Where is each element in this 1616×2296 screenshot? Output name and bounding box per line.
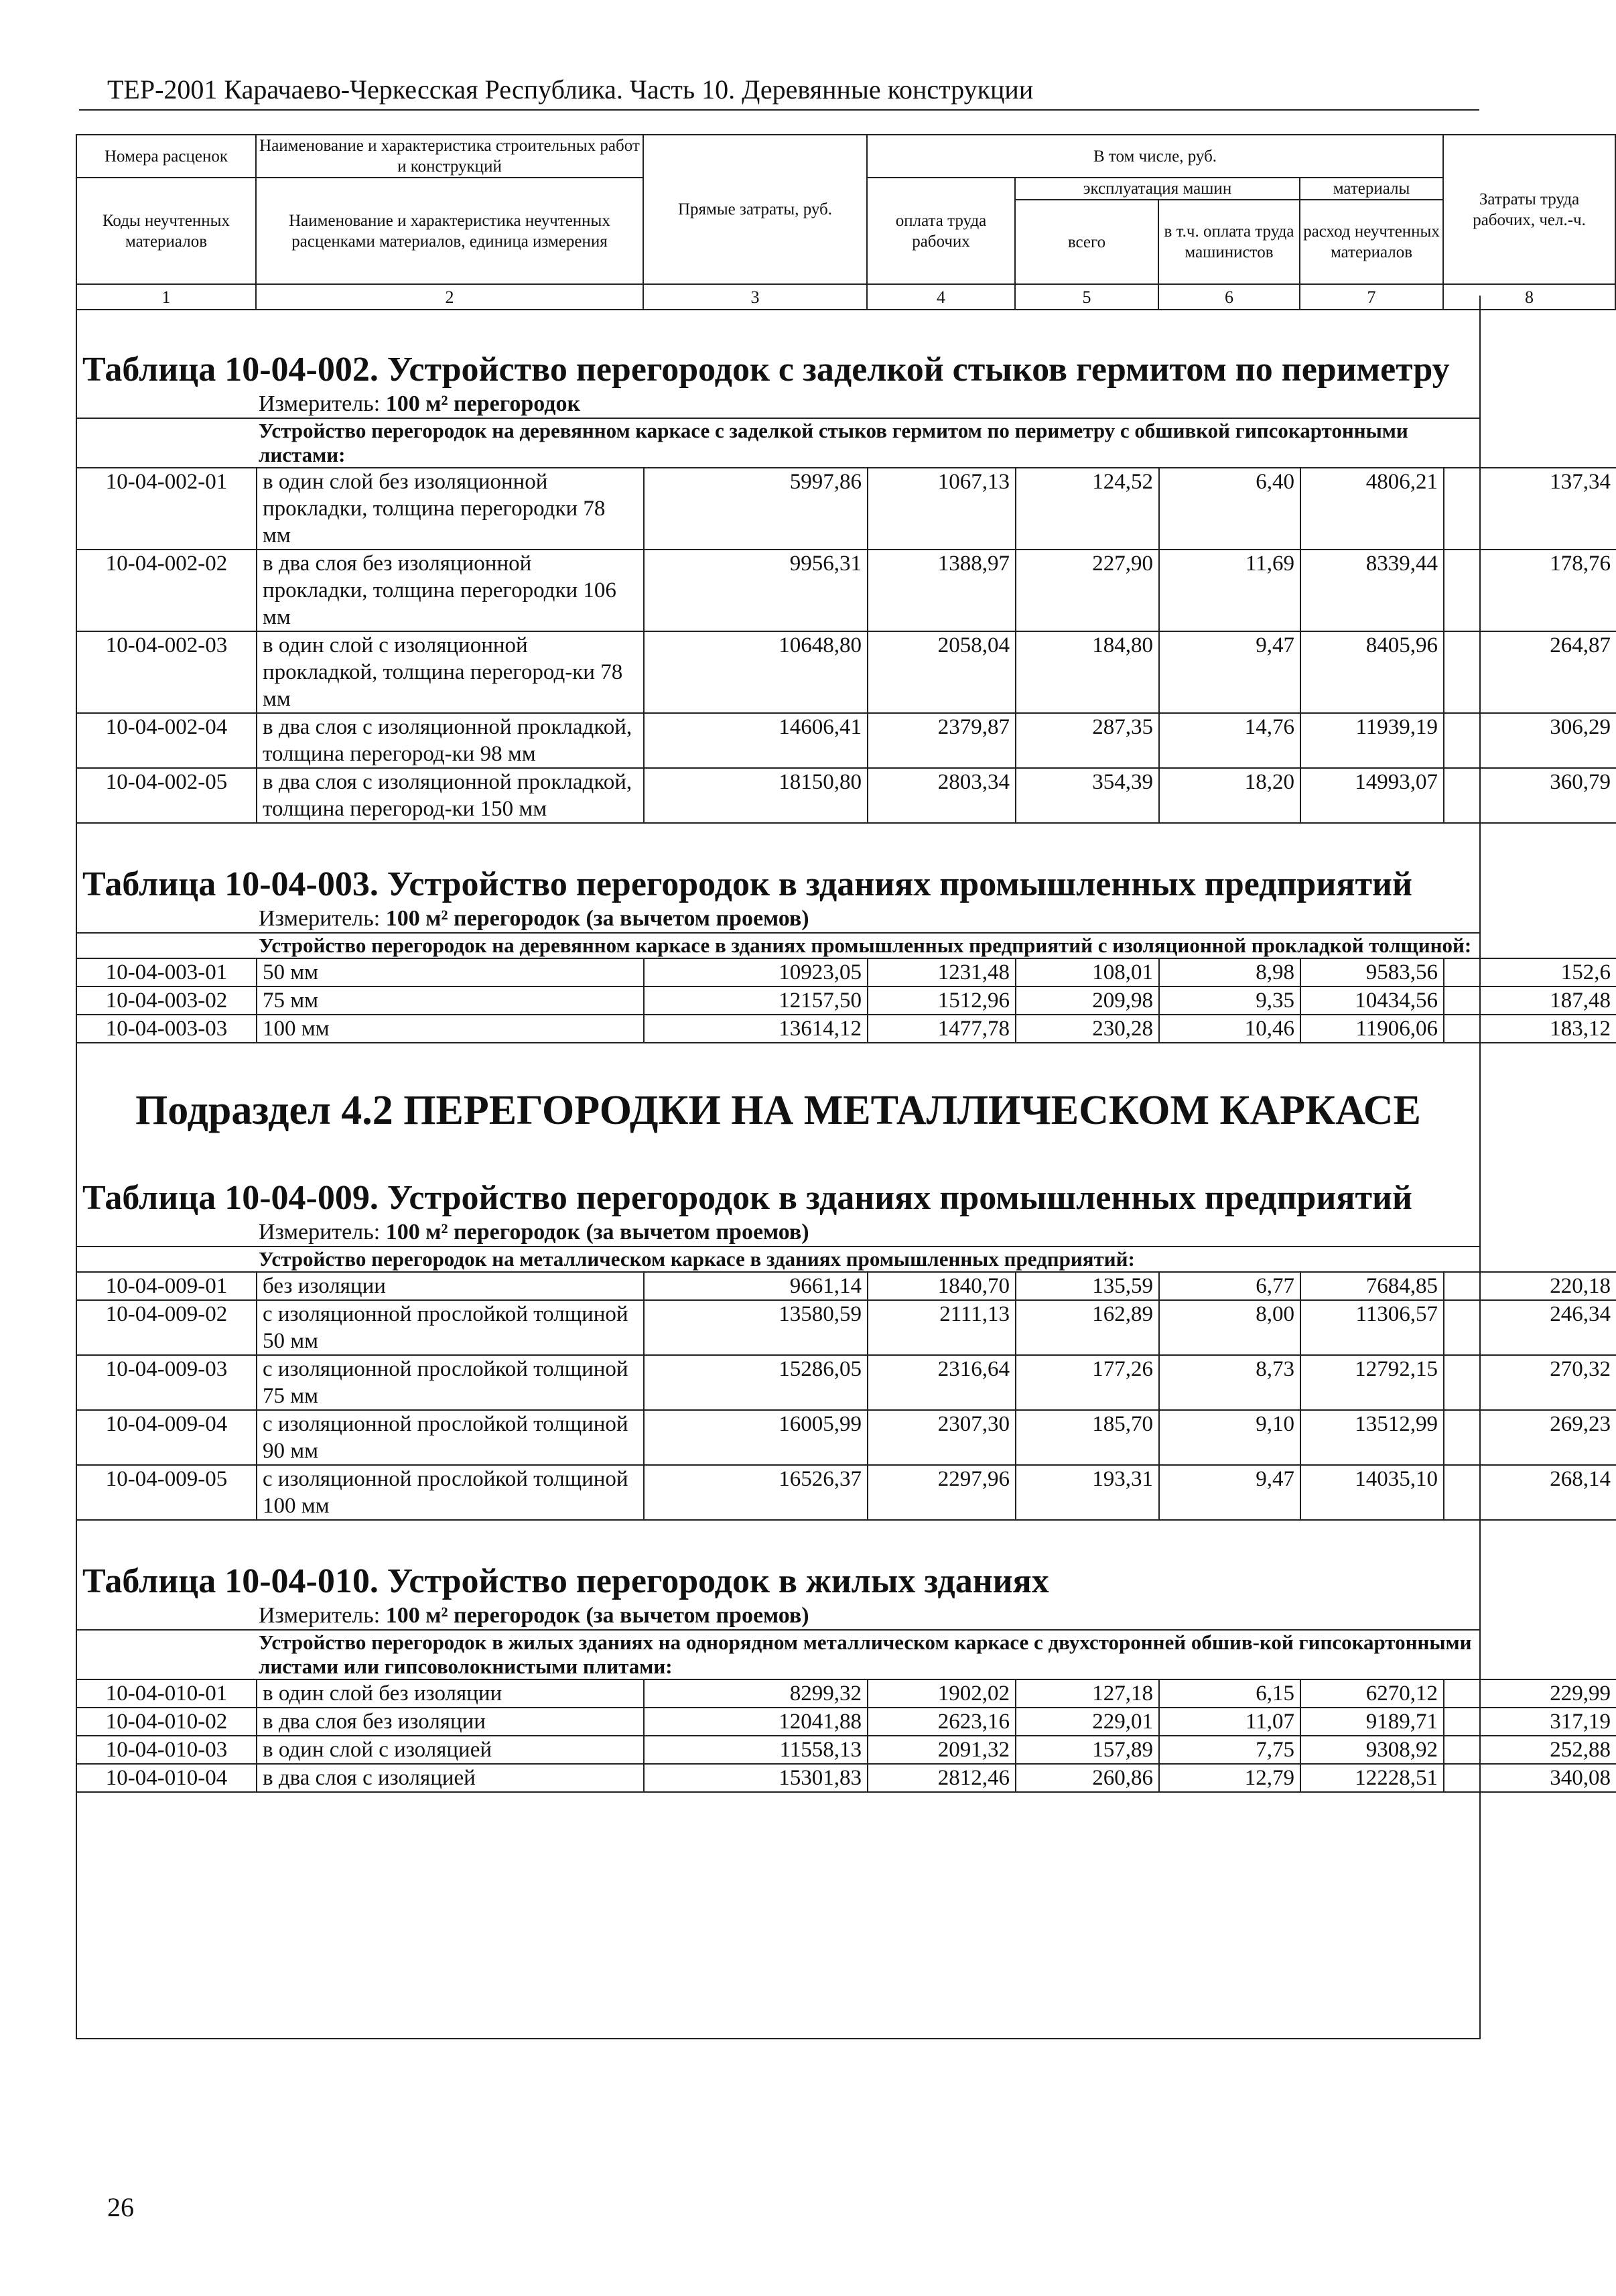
- machinist-pay-cell: 7,75: [1159, 1736, 1300, 1764]
- labor-hours-cell: 152,6: [1444, 958, 1616, 986]
- table-row: [77, 1708, 1616, 1736]
- col-number: 1: [76, 284, 256, 310]
- unit-label: Измеритель:: [259, 391, 381, 416]
- worker-pay-cell: 2058,04: [868, 631, 1016, 713]
- labor-hours-cell: 187,48: [1444, 986, 1616, 1015]
- table-description: Устройство перегородок на деревянном каркасе в зданиях промышленных предприятий с изоляционной прокладкой толщиной:: [77, 932, 1479, 958]
- materials-usage-cell: 12228,51: [1300, 1764, 1444, 1792]
- rate-name-cell: 50 мм: [257, 958, 644, 986]
- worker-pay-cell: 1231,48: [868, 958, 1016, 986]
- rate-name-cell: в один слой с изоляцией: [257, 1736, 644, 1764]
- unit-line: [77, 1602, 1479, 1629]
- materials-usage-cell: 14035,10: [1300, 1465, 1444, 1520]
- labor-hours-cell: 306,29: [1444, 713, 1616, 768]
- col-number: 2: [256, 284, 643, 310]
- rate-name-cell: в два слоя без изоляции: [257, 1708, 644, 1736]
- rate-name-cell: 100 мм: [257, 1015, 644, 1043]
- machines-total-cell: 287,35: [1016, 713, 1159, 768]
- direct-costs-cell: 16005,99: [644, 1410, 868, 1465]
- rate-name-cell: в два слоя с изоляцией: [257, 1764, 644, 1792]
- rate-code-cell: 10-04-002-04: [77, 713, 257, 768]
- col-header-name-top: Наименование и характеристика строительных работ и конструкций: [256, 135, 643, 178]
- col-number: 6: [1158, 284, 1300, 310]
- unit-value: 100 м² перегородок (за вычетом проемов): [385, 1220, 809, 1245]
- materials-usage-cell: 8339,44: [1300, 550, 1444, 631]
- labor-hours-cell: 137,34: [1444, 468, 1616, 550]
- worker-pay-cell: 1477,78: [868, 1015, 1016, 1043]
- table-row: [77, 1764, 1616, 1792]
- rate-code-cell: 10-04-002-03: [77, 631, 257, 713]
- materials-usage-cell: 12792,15: [1300, 1355, 1444, 1410]
- machines-total-cell: 157,89: [1016, 1736, 1159, 1764]
- labor-hours-cell: 340,08: [1444, 1764, 1616, 1792]
- worker-pay-cell: 1902,02: [868, 1679, 1016, 1708]
- page-number: 26: [107, 2192, 134, 2222]
- rates-table: [77, 467, 1616, 824]
- labor-hours-cell: 246,34: [1444, 1300, 1616, 1355]
- direct-costs-cell: 12157,50: [644, 986, 868, 1015]
- worker-pay-cell: 2812,46: [868, 1764, 1016, 1792]
- rates-table: [77, 958, 1616, 1043]
- direct-costs-cell: 12041,88: [644, 1708, 868, 1736]
- direct-costs-cell: 13614,12: [644, 1015, 868, 1043]
- materials-usage-cell: 11306,57: [1300, 1300, 1444, 1355]
- machines-total-cell: 227,90: [1016, 550, 1159, 631]
- table-row: [77, 713, 1616, 768]
- machines-total-cell: 184,80: [1016, 631, 1159, 713]
- worker-pay-cell: 2297,96: [868, 1465, 1016, 1520]
- worker-pay-cell: 2307,30: [868, 1410, 1016, 1465]
- labor-hours-cell: 183,12: [1444, 1015, 1616, 1043]
- materials-usage-cell: 11939,19: [1300, 713, 1444, 768]
- materials-usage-cell: 7684,85: [1300, 1272, 1444, 1300]
- machinist-pay-cell: 10,46: [1159, 1015, 1300, 1043]
- worker-pay-cell: 2623,16: [868, 1708, 1016, 1736]
- rates-table: [77, 1271, 1616, 1521]
- table-row: [77, 1015, 1616, 1043]
- title-divider: [79, 109, 1479, 111]
- worker-pay-cell: 2316,64: [868, 1355, 1016, 1410]
- machinist-pay-cell: 9,10: [1159, 1410, 1300, 1465]
- labor-hours-cell: 264,87: [1444, 631, 1616, 713]
- table-row: [77, 1465, 1616, 1520]
- table-description: Устройство перегородок на металлическом каркасе в зданиях промышленных предприятий:: [77, 1246, 1479, 1271]
- rate-code-cell: 10-04-010-02: [77, 1708, 257, 1736]
- rate-name-cell: в два слоя с изоляционной прокладкой, толщина перегород-ки 98 мм: [257, 713, 644, 768]
- col-header-materials-usage: расход неучтенных материалов: [1300, 200, 1443, 284]
- rate-name-cell: с изоляционной прослойкой толщиной 90 мм: [257, 1410, 644, 1465]
- worker-pay-cell: 2379,87: [868, 713, 1016, 768]
- table-row: [77, 1679, 1616, 1708]
- rate-name-cell: с изоляционной прослойкой толщиной 50 мм: [257, 1300, 644, 1355]
- labor-hours-cell: 252,88: [1444, 1736, 1616, 1764]
- rate-name-cell: в два слоя с изоляционной прокладкой, толщина перегород-ки 150 мм: [257, 768, 644, 823]
- unit-line: [77, 391, 1479, 418]
- labor-hours-cell: 360,79: [1444, 768, 1616, 823]
- materials-usage-cell: 9189,71: [1300, 1708, 1444, 1736]
- machines-total-cell: 108,01: [1016, 958, 1159, 986]
- worker-pay-cell: 2803,34: [868, 768, 1016, 823]
- table-row: [77, 1300, 1616, 1355]
- machines-total-cell: 229,01: [1016, 1708, 1159, 1736]
- rate-code-cell: 10-04-003-03: [77, 1015, 257, 1043]
- rate-code-cell: 10-04-009-02: [77, 1300, 257, 1355]
- col-header-name-bottom: Наименование и характеристика неучтенных расценками материалов, единица измерения: [256, 178, 643, 284]
- rates-table: [77, 1679, 1616, 1793]
- rate-code-cell: 10-04-010-04: [77, 1764, 257, 1792]
- machinist-pay-cell: 9,47: [1159, 631, 1300, 713]
- col-number: 8: [1443, 284, 1615, 310]
- machinist-pay-cell: 8,00: [1159, 1300, 1300, 1355]
- machinist-pay-cell: 9,35: [1159, 986, 1300, 1015]
- table-title: Таблица 10-04-009. Устройство перегородок в зданиях промышленных предприятий: [82, 1179, 1412, 1217]
- subsection-title: Подраздел 4.2 ПЕРЕГОРОДКИ НА МЕТАЛЛИЧЕСКОМ КАРКАСЕ: [135, 1088, 1421, 1133]
- rate-name-cell: в один слой с изоляционной прокладкой, толщина перегород-ки 78 мм: [257, 631, 644, 713]
- col-header-worker-pay: оплата труда рабочих: [867, 178, 1015, 284]
- col-header-codes-bottom: Коды неучтенных материалов: [76, 178, 256, 284]
- unit-value: 100 м² перегородок (за вычетом проемов): [385, 1603, 809, 1628]
- table-row: [77, 768, 1616, 823]
- unit-value: 100 м² перегородок: [385, 391, 581, 416]
- direct-costs-cell: 16526,37: [644, 1465, 868, 1520]
- labor-hours-cell: 270,32: [1444, 1355, 1616, 1410]
- rate-name-cell: с изоляционной прослойкой толщиной 75 мм: [257, 1355, 644, 1410]
- machinist-pay-cell: 6,40: [1159, 468, 1300, 550]
- labor-hours-cell: 268,14: [1444, 1465, 1616, 1520]
- materials-usage-cell: 10434,56: [1300, 986, 1444, 1015]
- machinist-pay-cell: 18,20: [1159, 768, 1300, 823]
- col-number: 4: [867, 284, 1015, 310]
- rate-name-cell: в один слой без изоляции: [257, 1679, 644, 1708]
- page-title: ТЕР-2001 Карачаево-Черкесская Республика. Часть 10. Деревянные конструкции: [107, 74, 1034, 105]
- direct-costs-cell: 10648,80: [644, 631, 868, 713]
- worker-pay-cell: 2091,32: [868, 1736, 1016, 1764]
- materials-usage-cell: 9583,56: [1300, 958, 1444, 986]
- content-area: [76, 296, 1611, 2039]
- table-row: [77, 1736, 1616, 1764]
- machines-total-cell: 193,31: [1016, 1465, 1159, 1520]
- materials-usage-cell: 4806,21: [1300, 468, 1444, 550]
- col-header-machines-total: всего: [1015, 200, 1158, 284]
- rate-code-cell: 10-04-010-03: [77, 1736, 257, 1764]
- materials-usage-cell: 11906,06: [1300, 1015, 1444, 1043]
- rate-code-cell: 10-04-002-02: [77, 550, 257, 631]
- machines-total-cell: 127,18: [1016, 1679, 1159, 1708]
- rate-name-cell: с изоляционной прослойкой толщиной 100 мм: [257, 1465, 644, 1520]
- col-header-machinist-pay: в т.ч. оплата труда машинистов: [1158, 200, 1300, 284]
- direct-costs-cell: 11558,13: [644, 1736, 868, 1764]
- machines-total-cell: 354,39: [1016, 768, 1159, 823]
- direct-costs-cell: 8299,32: [644, 1679, 868, 1708]
- rate-code-cell: 10-04-010-01: [77, 1679, 257, 1708]
- machines-total-cell: 162,89: [1016, 1300, 1159, 1355]
- direct-costs-cell: 9661,14: [644, 1272, 868, 1300]
- col-number: 7: [1300, 284, 1443, 310]
- rate-name-cell: в один слой без изоляционной прокладки, толщина перегородки 78 мм: [257, 468, 644, 550]
- table-description: Устройство перегородок на деревянном каркасе с заделкой стыков гермитом по периметру с обшивкой гипсокартонными листами:: [77, 418, 1479, 467]
- worker-pay-cell: 1512,96: [868, 986, 1016, 1015]
- rate-code-cell: 10-04-009-04: [77, 1410, 257, 1465]
- table-row: [77, 631, 1616, 713]
- materials-usage-cell: 14993,07: [1300, 768, 1444, 823]
- unit-line: [77, 905, 1479, 932]
- worker-pay-cell: 1840,70: [868, 1272, 1016, 1300]
- col-header-group: В том числе, руб.: [867, 135, 1443, 178]
- machinist-pay-cell: 6,77: [1159, 1272, 1300, 1300]
- rate-code-cell: 10-04-003-01: [77, 958, 257, 986]
- direct-costs-cell: 15301,83: [644, 1764, 868, 1792]
- unit-value: 100 м² перегородок (за вычетом проемов): [385, 906, 809, 931]
- machinist-pay-cell: 14,76: [1159, 713, 1300, 768]
- direct-costs-cell: 14606,41: [644, 713, 868, 768]
- rate-name-cell: в два слоя без изоляционной прокладки, толщина перегородки 106 мм: [257, 550, 644, 631]
- materials-usage-cell: 6270,12: [1300, 1679, 1444, 1708]
- table-row: [77, 1272, 1616, 1300]
- table-row: [77, 958, 1616, 986]
- labor-hours-cell: 220,18: [1444, 1272, 1616, 1300]
- rate-code-cell: 10-04-009-05: [77, 1465, 257, 1520]
- unit-label: Измеритель:: [259, 906, 381, 931]
- rate-code-cell: 10-04-009-03: [77, 1355, 257, 1410]
- col-header-machines: эксплуатация машин: [1015, 178, 1300, 200]
- machinist-pay-cell: 6,15: [1159, 1679, 1300, 1708]
- worker-pay-cell: 2111,13: [868, 1300, 1016, 1355]
- rate-name-cell: 75 мм: [257, 986, 644, 1015]
- col-header-materials: материалы: [1300, 178, 1443, 200]
- machinist-pay-cell: 9,47: [1159, 1465, 1300, 1520]
- labor-hours-cell: 269,23: [1444, 1410, 1616, 1465]
- materials-usage-cell: 9308,92: [1300, 1736, 1444, 1764]
- table-title: Таблица 10-04-002. Устройство перегородок с заделкой стыков гермитом по периметру: [82, 350, 1450, 389]
- machines-total-cell: 177,26: [1016, 1355, 1159, 1410]
- machinist-pay-cell: 8,98: [1159, 958, 1300, 986]
- materials-usage-cell: 13512,99: [1300, 1410, 1444, 1465]
- machinist-pay-cell: 8,73: [1159, 1355, 1300, 1410]
- machines-total-cell: 209,98: [1016, 986, 1159, 1015]
- direct-costs-cell: 13580,59: [644, 1300, 868, 1355]
- direct-costs-cell: 15286,05: [644, 1355, 868, 1410]
- machines-total-cell: 135,59: [1016, 1272, 1159, 1300]
- table-row: [77, 1410, 1616, 1465]
- machinist-pay-cell: 11,07: [1159, 1708, 1300, 1736]
- table-row: [77, 1355, 1616, 1410]
- col-number: 3: [643, 284, 867, 310]
- table-row: [77, 468, 1616, 550]
- rate-code-cell: 10-04-002-01: [77, 468, 257, 550]
- unit-line: [77, 1219, 1479, 1246]
- rate-code-cell: 10-04-003-02: [77, 986, 257, 1015]
- unit-label: Измеритель:: [259, 1220, 381, 1245]
- labor-hours-cell: 317,19: [1444, 1708, 1616, 1736]
- rate-name-cell: без изоляции: [257, 1272, 644, 1300]
- col-header-direct-costs: Прямые затраты, руб.: [643, 135, 867, 284]
- direct-costs-cell: 9956,31: [644, 550, 868, 631]
- worker-pay-cell: 1388,97: [868, 550, 1016, 631]
- col-header-labor-hours: Затраты труда рабочих, чел.-ч.: [1443, 135, 1615, 284]
- rate-code-cell: 10-04-002-05: [77, 768, 257, 823]
- machines-total-cell: 260,86: [1016, 1764, 1159, 1792]
- materials-usage-cell: 8405,96: [1300, 631, 1444, 713]
- table-row: [77, 550, 1616, 631]
- machinist-pay-cell: 11,69: [1159, 550, 1300, 631]
- table-title: Таблица 10-04-010. Устройство перегородок в жилых зданиях: [82, 1562, 1049, 1600]
- labor-hours-cell: 178,76: [1444, 550, 1616, 631]
- machines-total-cell: 124,52: [1016, 468, 1159, 550]
- machines-total-cell: 185,70: [1016, 1410, 1159, 1465]
- worker-pay-cell: 1067,13: [868, 468, 1016, 550]
- machinist-pay-cell: 12,79: [1159, 1764, 1300, 1792]
- column-header-table: [76, 134, 1616, 310]
- direct-costs-cell: 18150,80: [644, 768, 868, 823]
- machines-total-cell: 230,28: [1016, 1015, 1159, 1043]
- direct-costs-cell: 5997,86: [644, 468, 868, 550]
- direct-costs-cell: 10923,05: [644, 958, 868, 986]
- col-header-codes-top: Номера расценок: [76, 135, 256, 178]
- table-title: Таблица 10-04-003. Устройство перегородок в зданиях промышленных предприятий: [82, 865, 1412, 903]
- col-number: 5: [1015, 284, 1158, 310]
- rate-code-cell: 10-04-009-01: [77, 1272, 257, 1300]
- labor-hours-cell: 229,99: [1444, 1679, 1616, 1708]
- table-description: Устройство перегородок в жилых зданиях на однорядном металлическом каркасе с двухсторонней обшив-кой гипсокартонными листами или гипсоволокнистыми плитами:: [77, 1629, 1479, 1679]
- table-row: [77, 986, 1616, 1015]
- unit-label: Измеритель:: [259, 1603, 381, 1628]
